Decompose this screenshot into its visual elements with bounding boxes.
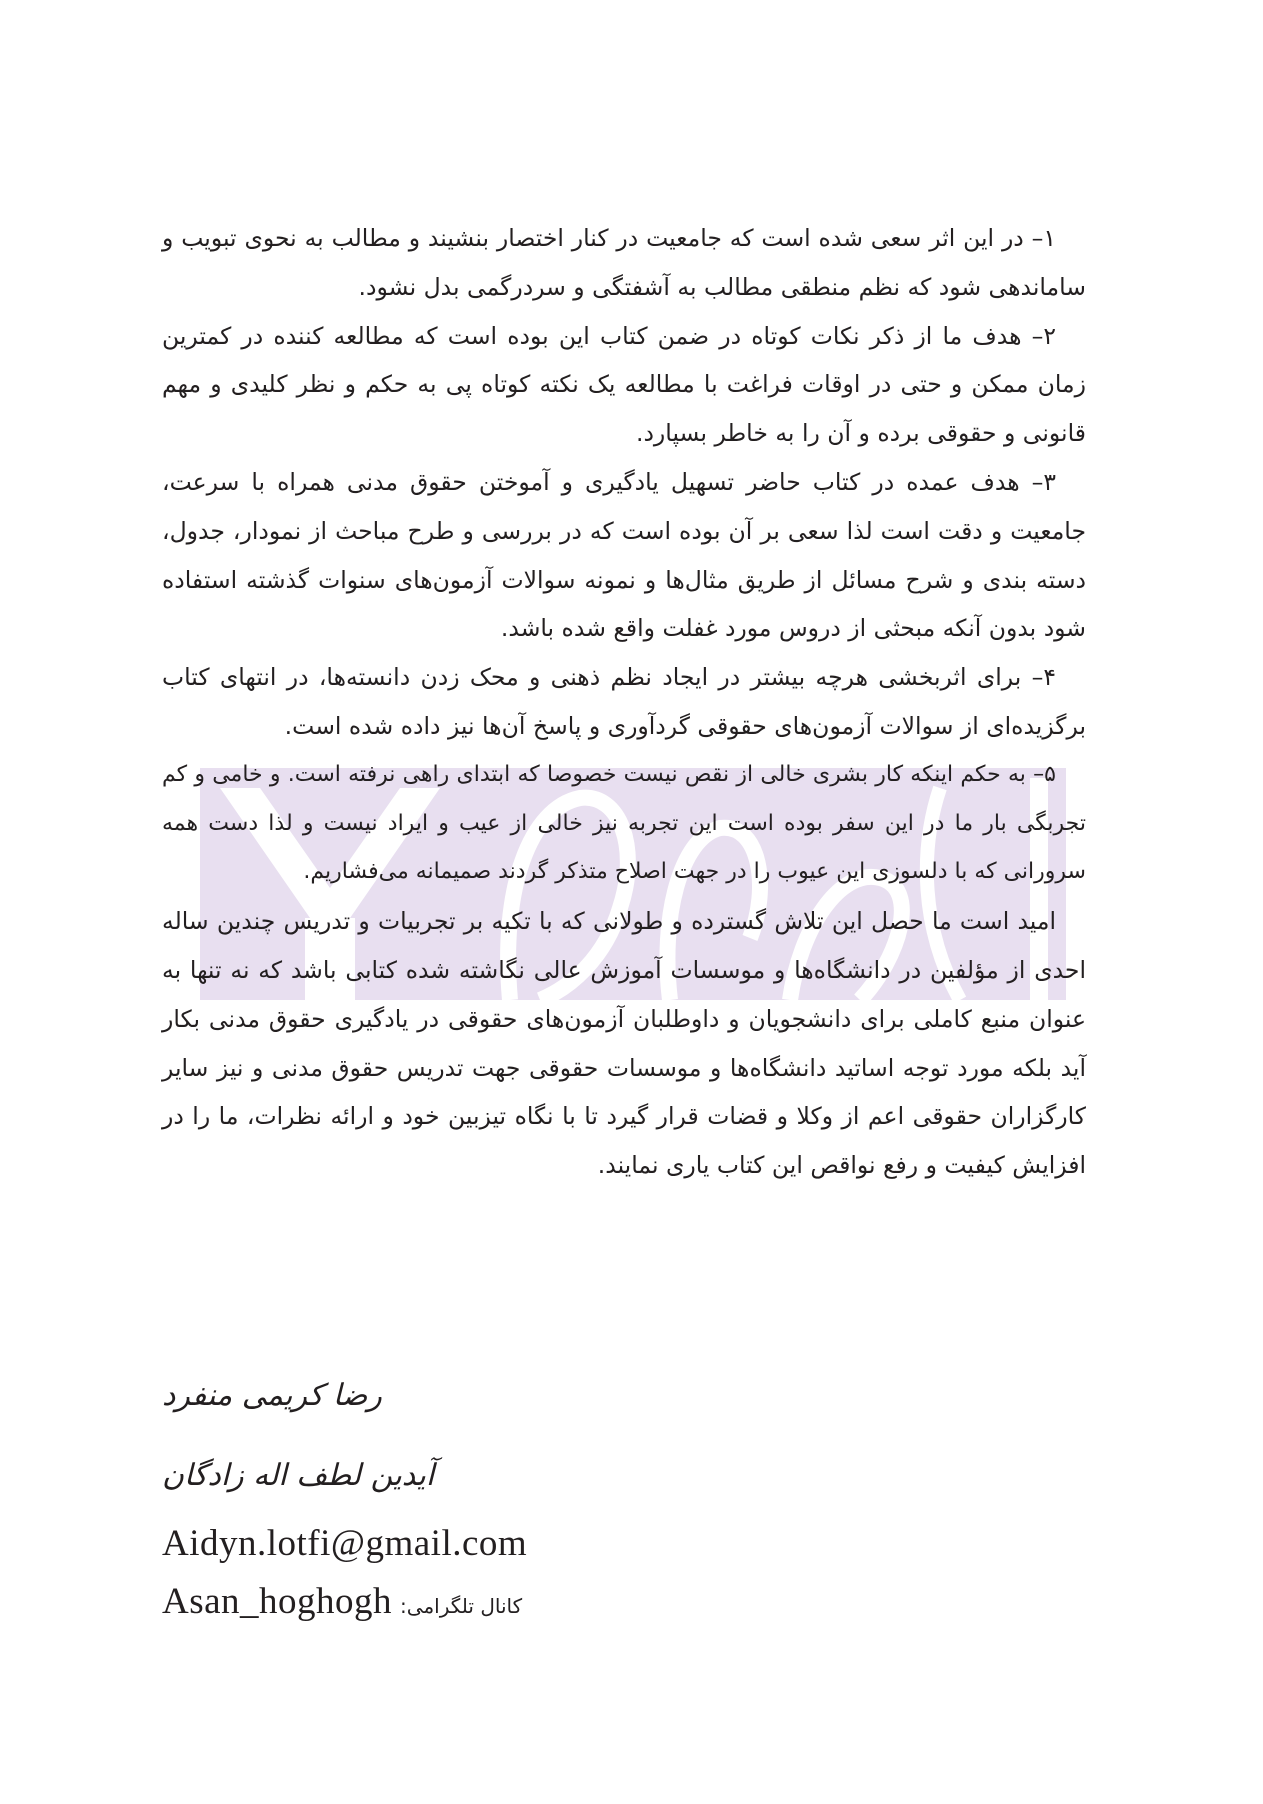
author-signature-1: رضا کریمی منفرد <box>162 1378 382 1413</box>
paragraph-closing: امید است ما حصل این تلاش گسترده و طولانی که با تکیه بر تجربیات و تدریس چندین ساله احدی از مؤلفین در دانشگاه‌ها و موسسات آموزش عالی نگاشته شده کتابی باشد که نه تنها به عنوان منبع کاملی برای دانشجویان و داوطلبان آزمون‌های حقوقی در یادگیری حقوق مدنی بکار آید بلکه مورد توجه اساتید دانشگاه‌ها و موسسات حقوقی جهت تدریس حقوق مدنی و نیز سایر کارگزاران حقوقی اعم از وکلا و قضات قرار گیرد تا با نگاه تیزبین خود و ارائه نظرات، ما را در افزایش کیفیت و رفع نواقص این کتاب یاری نمایند. <box>162 907 1086 1180</box>
preface-body <box>162 214 1086 1190</box>
paragraph-1: ۱– در این اثر سعی شده است که جامعیت در کنار اختصار بنشیند و مطالب به نحوی تبویب و ساماندهی شود که نظم منطقی مطالب به آشفتگی و سردرگمی بدل نشود. <box>162 224 1086 301</box>
author-signature-2: آیدین لطف اله زادگان <box>162 1458 435 1493</box>
author-email[interactable]: Aidyn.lotfi@gmail.com <box>162 1523 528 1564</box>
telegram-handle[interactable]: Asan_hoghogh <box>162 1581 393 1622</box>
telegram-channel <box>162 1580 522 1623</box>
paragraph-3: ۳– هدف عمده در کتاب حاضر تسهیل یادگیری و آموختن حقوق مدنی همراه با سرعت، جامعیت و دقت است لذا سعی بر آن بوده است که در بررسی و طرح مباحث از نمودار، جدول، دسته بندی و شرح مسائل از طریق مثال‌ها و نمونه سوالات آزمون‌های سنوات گذشته استفاده شود بدون آنکه مبحثی از دروس مورد غفلت واقع شده باشد. <box>162 467 1086 643</box>
paragraph-4: ۴– برای اثربخشی هرچه بیشتر در ایجاد نظم ذهنی و محک زدن دانسته‌ها، در انتهای کتاب برگزیده‌ای از سوالات آزمون‌های حقوقی گردآوری و پاسخ آن‌ها نیز داده شده است. <box>162 663 1086 740</box>
paragraph-2: ۲– هدف ما از ذکر نکات کوتاه در ضمن کتاب این بوده است که مطالعه کننده در کمترین زمان ممکن و حتی در اوقات فراغت با مطالعه یک نکته کوتاه پی به حکم و نظر کلیدی و مهم قانونی و حقوقی برده و آن را به خاطر بسپارد. <box>162 321 1086 448</box>
paragraph-5: ۵– به حکم اینکه کار بشری خالی از نقص نیست خصوصا که ابتدای راهی نرفته است. و خامی و کم تجربگی بار ما در این سفر بوده است این تجربه نیز خالی از عیب و ایراد نیست و لذا دست همه سرورانی که با دلسوزی این عیوب را در جهت اصلاح متذکر گردند صمیمانه می‌فشاریم. <box>162 761 1086 885</box>
telegram-label: کانال تلگرامی: <box>400 1594 523 1618</box>
